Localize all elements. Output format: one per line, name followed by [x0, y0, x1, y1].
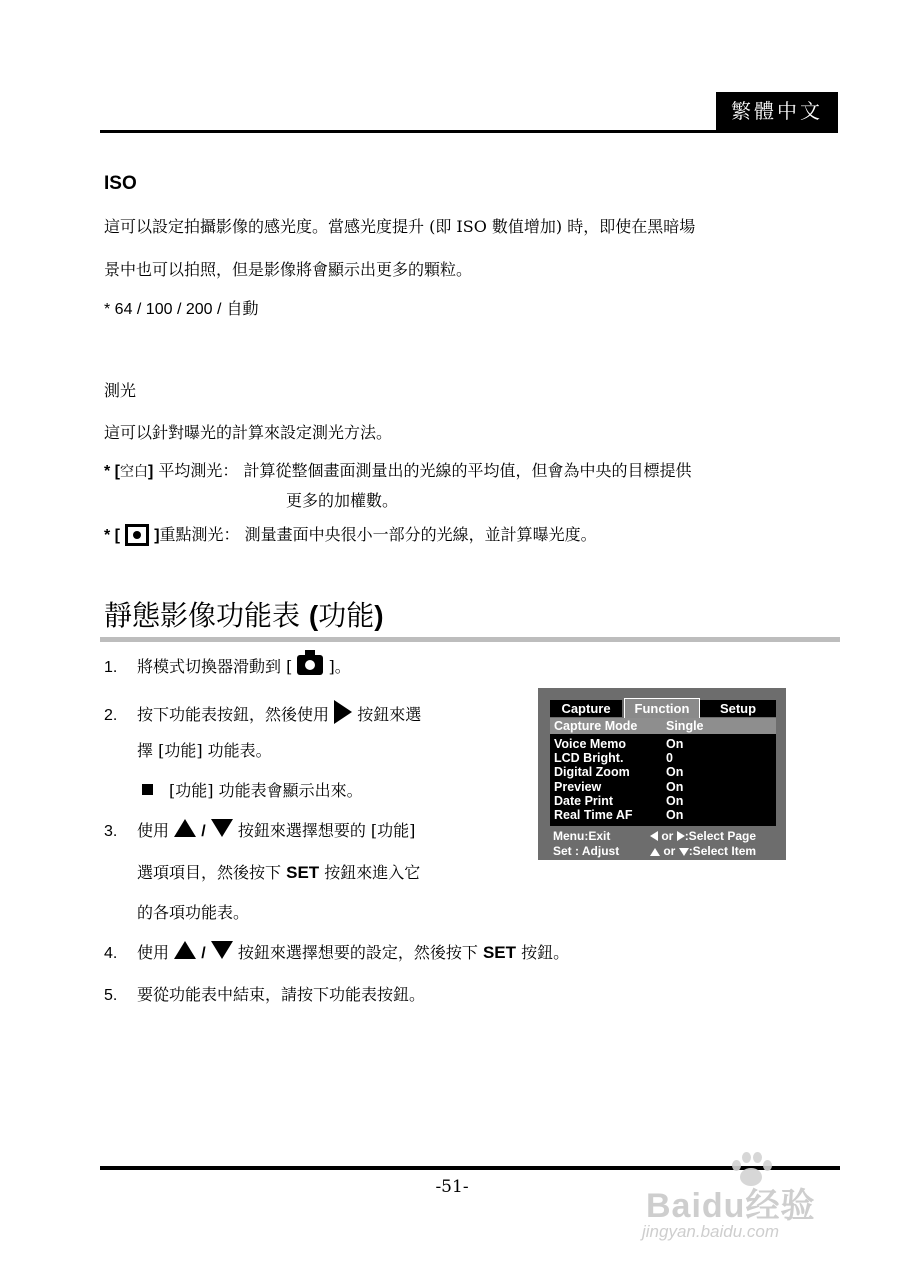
down-arrow-icon	[211, 819, 233, 837]
step-5	[104, 982, 425, 1005]
menu-row	[550, 751, 776, 765]
chapter-title	[104, 594, 384, 634]
menu-item-list	[550, 718, 776, 826]
step-1-text: 將模式切換器滑動到 [	[137, 657, 293, 676]
menu-tab-capture: Capture	[550, 700, 622, 717]
average-label: 平均測光：	[158, 461, 239, 480]
menu-footer-item-hint	[650, 844, 756, 858]
step-2-line2: 擇 [功能] 功能表。	[137, 741, 272, 760]
menu-row-value: 0	[666, 751, 673, 765]
spot-label: 重點測光：	[159, 525, 240, 544]
average-bracket-open: * [	[104, 463, 120, 480]
step-2-bullet	[142, 778, 363, 801]
up-arrow-icon	[650, 848, 660, 856]
spot-metering-icon	[125, 524, 149, 546]
step-3	[104, 818, 415, 841]
watermark-url: jingyan.baidu.com	[642, 1222, 780, 1241]
menu-row-key: Voice Memo	[554, 737, 627, 751]
watermark-brand: Baidu经验	[646, 1187, 816, 1225]
step-3-line2	[137, 860, 420, 883]
menu-row-key: Real Time AF	[554, 808, 633, 822]
metering-spot-item	[104, 522, 597, 546]
chapter-title-text: 靜態影像功能表	[104, 599, 301, 632]
average-desc-line2: 更多的加權數。	[286, 491, 399, 510]
chapter-paren-close: )	[374, 600, 384, 631]
step-2	[104, 700, 421, 725]
menu-footer-or: or	[661, 829, 674, 843]
step-1-number: 1.	[104, 659, 118, 676]
step-2-text-a: 按下功能表按鈕，然後使用	[137, 705, 330, 724]
menu-tab-function: Function	[624, 698, 700, 719]
down-arrow-icon	[679, 848, 689, 856]
menu-row	[550, 794, 776, 808]
chapter-paren-open: (	[308, 600, 319, 631]
step-2-text-b: 按鈕來選	[357, 705, 422, 724]
step-3-number: 3.	[104, 823, 118, 840]
menu-row	[550, 808, 776, 822]
step-4-text-a: 使用	[137, 943, 170, 962]
iso-options	[104, 296, 259, 319]
iso-title: ISO	[104, 173, 137, 194]
iso-options-values: * 64 / 100 / 200 /	[104, 301, 222, 318]
step-1-end: ]。	[328, 657, 351, 676]
step-3-text-b: 按鈕來選擇想要的 [功能]	[237, 821, 416, 840]
step-4-text-c: 按鈕。	[521, 943, 570, 962]
camera-icon	[297, 655, 323, 675]
step-4	[104, 940, 569, 963]
average-bracket-close: ]	[148, 463, 154, 480]
menu-footer-select-item: :Select Item	[688, 844, 757, 858]
menu-row-value: On	[666, 780, 684, 794]
step-4-number: 4.	[104, 945, 118, 962]
iso-options-auto: 自動	[226, 299, 259, 318]
menu-footer-exit: Menu:Exit	[553, 829, 611, 843]
menu-row-key: Digital Zoom	[554, 765, 630, 779]
menu-tab-setup: Setup	[700, 700, 776, 717]
step-3-line2-b: 按鈕來進入它	[324, 863, 421, 882]
step-3-text-a: 使用	[137, 821, 170, 840]
chapter-rule	[100, 637, 840, 642]
menu-footer-select-page: :Select Page	[684, 829, 757, 843]
metering-title: 測光	[104, 381, 137, 400]
camera-menu-screen	[538, 688, 786, 860]
spot-bracket-open: * [	[104, 527, 120, 544]
menu-row-key: Preview	[554, 780, 602, 794]
spot-bracket-close: ]	[154, 527, 160, 544]
menu-row-value: On	[666, 794, 684, 808]
step-4-text-b: 按鈕來選擇想要的設定，然後按下	[237, 943, 478, 962]
menu-row	[550, 737, 776, 751]
step-5-number: 5.	[104, 987, 118, 1004]
step-2-bullet-text: [功能] 功能表會顯示出來。	[169, 781, 363, 800]
set-key-label: SET	[482, 943, 517, 962]
metering-desc: 這可以針對曝光的計算來設定測光方法。	[104, 423, 393, 442]
menu-row-key: Date Print	[554, 794, 614, 808]
step-3-line2-a: 選項項目，然後按下	[137, 863, 282, 882]
chapter-paren-word: 功能	[318, 599, 375, 632]
set-key-label: SET	[286, 863, 320, 882]
menu-row	[550, 780, 776, 794]
menu-footer-adjust: Set : Adjust	[553, 844, 620, 858]
step-1	[104, 654, 351, 677]
spot-desc: 測量畫面中央很小一部分的光線，並計算曝光度。	[244, 525, 597, 544]
menu-row-value: On	[666, 737, 684, 751]
menu-row-value: On	[666, 808, 684, 822]
step-4-slash: /	[201, 945, 206, 962]
header-rule	[100, 130, 838, 133]
iso-desc-line1: 這可以設定拍攝影像的感光度。當感光度提升 (即 ISO 數值增加) 時，即使在黑暗場	[104, 217, 696, 236]
right-arrow-icon	[677, 831, 685, 841]
page-number: -51-	[435, 1177, 469, 1197]
menu-row-key: Capture Mode	[554, 719, 638, 733]
metering-average-item	[104, 458, 692, 481]
left-arrow-icon	[650, 831, 658, 841]
language-tab: 繁體中文	[716, 92, 838, 130]
step-2-number: 2.	[104, 707, 118, 724]
up-arrow-icon	[174, 941, 196, 959]
menu-row-selected	[550, 718, 776, 734]
menu-footer-or: or	[663, 844, 676, 858]
menu-footer-page-hint	[650, 829, 756, 843]
menu-row-value: On	[666, 765, 684, 779]
step-3-line3: 的各項功能表。	[137, 903, 250, 922]
menu-row-key: LCD Bright.	[554, 751, 624, 765]
step-3-slash: /	[201, 823, 206, 840]
bullet-square-icon	[142, 784, 153, 795]
step-5-text: 要從功能表中結束，請按下功能表按鈕。	[137, 985, 426, 1004]
right-arrow-icon	[334, 700, 352, 724]
average-desc: 計算從整個畫面測量出的光線的平均值，但會為中央的目標提供	[243, 461, 692, 480]
menu-row-value: Single	[666, 719, 704, 733]
iso-desc-line2: 景中也可以拍照，但是影像將會顯示出更多的顆粒。	[104, 260, 473, 279]
baidu-watermark	[642, 1150, 852, 1250]
up-arrow-icon	[174, 819, 196, 837]
down-arrow-icon	[211, 941, 233, 959]
average-mark: 空白	[120, 464, 148, 480]
menu-row	[550, 765, 776, 779]
